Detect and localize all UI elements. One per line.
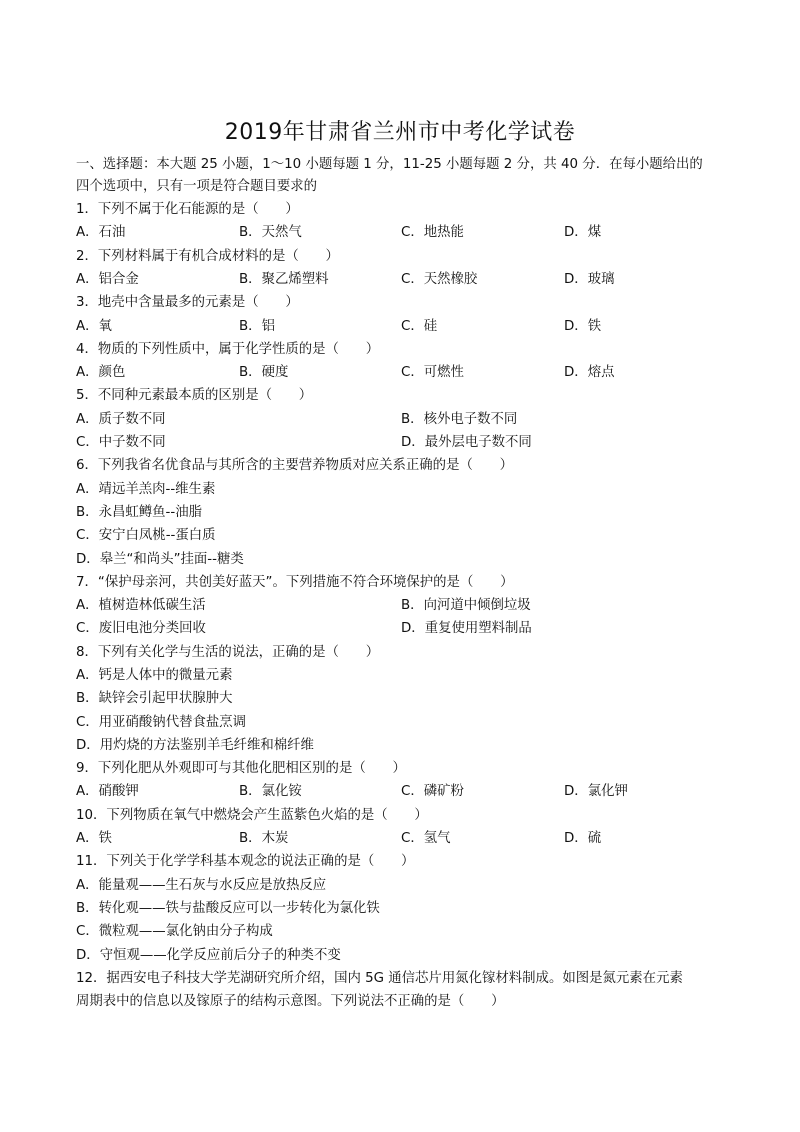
page-title: 2019年甘肃省兰州市中考化学试卷	[224, 120, 576, 145]
question-stem: 周期表中的信息以及镓原子的结构示意图。下列说法不正确的是（ ）	[76, 994, 505, 1009]
answer-option: C．可燃性	[401, 365, 464, 380]
answer-option: A．颜色	[76, 365, 126, 380]
question-stem: 7．“保护母亲河，共创美好蓝天”。下列措施不符合环境保护的是（ ）	[76, 575, 514, 590]
question-stem: 11．下列关于化学学科基本观念的说法正确的是（ ）	[76, 854, 415, 869]
answer-option: C．中子数不同	[76, 435, 166, 450]
answer-option: C．用亚硝酸钠代替食盐烹调	[76, 715, 247, 730]
section-instruction-line-1: 一、选择题：本大题 25 小题，1～10 小题每题 1 分，11-25 小题每题 2 分，共 40 分．在每小题给出的	[76, 157, 703, 172]
answer-option: B．缺锌会引起甲状腺肿大	[76, 691, 233, 706]
question-stem: 2．下列材料属于有机合成材料的是（ ）	[76, 249, 339, 264]
question-stem: 5．不同种元素最本质的区别是（ ）	[76, 388, 313, 403]
answer-option: D．守恒观——化学反应前后分子的种类不变	[76, 948, 341, 963]
answer-option: B．木炭	[239, 831, 289, 846]
answer-option: D．硫	[564, 831, 602, 846]
answer-option: D．重复使用塑料制品	[401, 621, 532, 636]
answer-option: C．硅	[401, 319, 438, 334]
answer-option: D．煤	[564, 225, 602, 240]
answer-option: B．天然气	[239, 225, 302, 240]
answer-option: D．最外层电子数不同	[401, 435, 532, 450]
question-stem: 3．地壳中含量最多的元素是（ ）	[76, 295, 299, 310]
answer-option: C．磷矿粉	[401, 784, 464, 799]
question-stem: 9．下列化肥从外观即可与其他化肥相区别的是（ ）	[76, 761, 406, 776]
answer-option: C．氢气	[401, 831, 451, 846]
answer-option: B．核外电子数不同	[401, 412, 518, 427]
answer-option: C．废旧电池分类回收	[76, 621, 206, 636]
answer-option: A．铝合金	[76, 272, 139, 287]
answer-option: C．天然橡胶	[401, 272, 478, 287]
answer-option: A．石油	[76, 225, 126, 240]
answer-option: B．永昌虹鳟鱼--油脂	[76, 505, 202, 520]
question-stem: 6．下列我省名优食品与其所含的主要营养物质对应关系正确的是（ ）	[76, 458, 514, 473]
answer-option: A．植树造林低碳生活	[76, 598, 206, 613]
question-stem: 12．据西安电子科技大学芜湖研究所介绍，国内 5G 通信芯片用氮化镓材料制成。如图是氮元素在元素	[76, 971, 683, 986]
answer-option: B．硬度	[239, 365, 289, 380]
answer-option: A．靖远羊羔肉--维生素	[76, 482, 216, 497]
answer-option: B．聚乙烯塑料	[239, 272, 329, 287]
answer-option: B．氯化铵	[239, 784, 302, 799]
question-stem: 10．下列物质在氧气中燃烧会产生蓝紫色火焰的是（ ）	[76, 808, 428, 823]
answer-option: D．氯化钾	[564, 784, 628, 799]
answer-option: C．地热能	[401, 225, 464, 240]
answer-option: D．皋兰“和尚头”挂面--糖类	[76, 552, 244, 567]
question-stem: 4．物质的下列性质中，属于化学性质的是（ ）	[76, 342, 380, 357]
answer-option: B．铝	[239, 319, 275, 334]
answer-option: D．铁	[564, 319, 602, 334]
answer-option: D．玻璃	[564, 272, 615, 287]
answer-option: A．质子数不同	[76, 412, 166, 427]
answer-option: B．转化观——铁与盐酸反应可以一步转化为氯化铁	[76, 901, 380, 916]
answer-option: A．铁	[76, 831, 112, 846]
answer-option: C．微粒观——氯化钠由分子构成	[76, 924, 273, 939]
answer-option: A．氧	[76, 319, 112, 334]
answer-option: B．向河道中倾倒垃圾	[401, 598, 531, 613]
answer-option: A．硝酸钾	[76, 784, 139, 799]
answer-option: D．熔点	[564, 365, 615, 380]
section-instruction-line-2: 四个选项中，只有一项是符合题目要求的	[76, 179, 318, 194]
answer-option: A．能量观——生石灰与水反应是放热反应	[76, 878, 327, 893]
question-stem: 8．下列有关化学与生活的说法，正确的是（ ）	[76, 645, 380, 660]
question-stem: 1．下列不属于化石能源的是（ ）	[76, 202, 299, 217]
answer-option: A．钙是人体中的微量元素	[76, 668, 233, 683]
answer-option: D．用灼烧的方法鉴别羊毛纤维和棉纤维	[76, 738, 314, 753]
answer-option: C．安宁白凤桃--蛋白质	[76, 528, 216, 543]
